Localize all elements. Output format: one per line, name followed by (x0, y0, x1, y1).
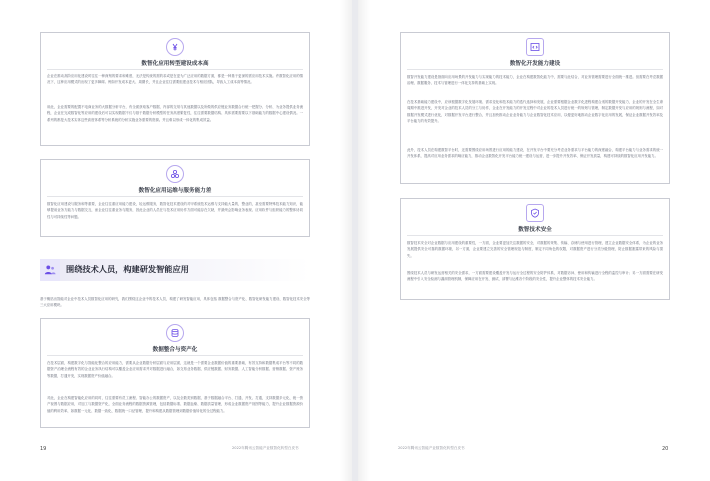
card-dev-capability (400, 32, 670, 184)
divider (407, 69, 663, 70)
database-icon (166, 324, 184, 342)
intro-paragraph: 基于概括出智能对企业中技术人员数智化应用的研究，我们围绕这企业中的技术人员，构建了研发智能应用，具体包括 数据整合与资产化、数智化研发能力建设、数智化技术安全等三大应用模块。 (40, 297, 310, 308)
paragraph: 此外，技术人员在构建数智平台时，还需要围绕应用场景进行应用的能力建设，在开发平台中要充分考虑业务需求与平台能力的深度融合，构建平台能力与业务需求的统一开发体系，提高对应用业务需求的响应能力，推动企业数智化开发平台能力统一建设与运营，进一步提升开发效率、保证开发质量，构建可持续的数智化应用开发能力。 (407, 148, 663, 159)
yen-coin-icon (166, 38, 184, 56)
card-title: 数智化开发能力建设 (509, 61, 561, 67)
paragraph: 在技术层面，构建数字化与智能化整合的应用能力，需要从企业数据分析层面与应用层面，这就是一个需要企业数据价值的重要基础，有效支持和数据集成平台等不同的数据资产治理全流程有效的企业业务执行结构可以覆盖企业应用需求并对数据进行融合，如交易业务数据、供应链数据、财务数据、人工智能分析数据、营销数据、资产账务等数据，打通开发，实现数据资产价值融合。 (47, 361, 303, 378)
paragraph: 围绕技术人员与研发运营相关的安全需求，一方面需要建设覆盖开发与运行全过程的安全防护体系，对数据访问、使用和传输进行全程的监控与审计；另一方面需要在研发流程中引入安全检测与漏洞管理机制，保障应用在开发、测试、部署与运维各个阶段的安全性，提升企业整体的技术安全能力。 (407, 271, 663, 282)
divider (47, 355, 303, 356)
code-window-icon (526, 38, 544, 56)
card-title: 数据整合与资产化 (152, 347, 198, 353)
paragraph: 数智开发能力建设是指面向应用场景的开发能力与实现能力的技术能力，企业在构建数智化能力中，需要与此结合，对业务管理需要进行全面统一推进。但需要在考虑数据治理、数据服务、技术与管理进行一体化支持的基础上实现。 (407, 75, 663, 86)
paragraph: 对此，企业在构建智能化应用的同时，往往需要有员工流程、智能办公的数据资产，以及全数类别数据，基于数据融合平台、打通，开发、打通，支持数据多元化、统一资产视图与数据应用，对加工与数据资产化，全面业务流程的数据资源管理，包括数据标准、数据血缘、数据质量管理，形成企业数据资产视图等能力，提升企业数据资源价值的利用效率，如数据一元化、数据一致化、数据统一口径管理，提升和构建从数据管理到数据价值转化的全过程能力。 (47, 396, 303, 413)
divider (47, 196, 303, 197)
card-title: 数智技术安全 (518, 227, 552, 233)
paragraph: 企业在推动高阶应用化建设时往往一种深刻的要求和难度，无法是传统的需的求或是在更为广泛应用的数据方面，都是一种基于更深的需应用技术实施。许数智化应用的情况下，这种应用模式的出现了更多障碍。例如开发成本更大、周期长，并且企业往往需要组建业技术与相应团队，导致人工成本高等情况。 (47, 74, 303, 85)
divider (47, 69, 303, 70)
shield-icon (526, 204, 544, 222)
card-tech-security (400, 198, 670, 300)
paragraph: 数智技术安全对企业数据与应用建设的重要性，一方面，企业要更加关注数据的安全，对数据的采集、传输、存储与使用进行管理，建立企业数据安全体系，为企业的业务发展提供安全可靠的数据环境，另一方面，企业要建立完善的安全管理规范与制度，制定不同角色的权限，对数据资产进行分类分级管理，防止数据泄露带来的风险与损失。 (407, 241, 663, 258)
card-high-cost (40, 32, 310, 146)
paragraph: 用此，企业需要的配置不电商业务的大数据分析平台，有全面获取客户数据、内部的交易与其他数据以及所做的供应链业务数据合行统一把握分、分析、为业务提供业务流程，企业在完成数智化等应用的建设后可以实现数据不仅与基于数据分析模型的任务高度繁复性，往往需要数据结构、具体需要需要以下基础能力的数据中心建设情况。一系列的都是大技术实体这些高度体系等分析系统的分析实施业务需要的资源。并且难以形成一体化的集成效益。 (47, 105, 303, 122)
footer-caption: 2022年腾讯云智能产业数智化转型白皮书 (398, 446, 465, 450)
card-title: 数智化应用运维与服务能力差 (138, 188, 212, 194)
footer-caption: 2022年腾讯云智能产业数智化转型白皮书 (232, 446, 299, 450)
card-data-assets (40, 318, 310, 428)
gutter-shadow (358, 0, 370, 481)
page-number: 20 (662, 446, 669, 452)
right-page (358, 0, 710, 481)
page-number: 19 (40, 446, 47, 452)
paragraph: 数智化应用建设与服务和等重要，企业往往重应用能力建设，轻运维服务，数智化技术建设的对甲系统技术运维与支持能大量的，整业的，甚至需要特殊技术能力知识，能够提前业务方能力与数据交互，而企业往往重业务与服务，因此企业的人员在与技术应用协作方面可能存在欠缺，并最终会影响业务表现、应用软件与组织能力的整体协同性与可持续性等问题。 (47, 202, 303, 219)
paragraph: 在技术基础能力建设中，应该根据数字化发展环境、需求变化和技术能力的迭代选择和发展，企业需要根据企业数字化进程构建合适的数据开发能力，企业的开发在全生命周期中推进开发，开发对企业的技术人员的分工与协作，企业在开发能力的开发过程中对企业的技术人员进行统一的规划与管理，制定数据开发与应用的规则与流程，如对数据开发模式进行优化，对数据开发平台进行整合，并且加快推动企业业务能力与企业数智化技术应用，以便更好地推动企业数字化应用的发展，保证企业数据开发效率及平台能力的有效提升。 (407, 100, 663, 123)
team-icon (40, 259, 60, 281)
card-ops-capability (40, 159, 310, 237)
section-title: 围绕技术人员，构建研发智能应用 (66, 264, 189, 274)
gutter-shadow (340, 0, 352, 481)
gear-cluster-icon (166, 165, 184, 183)
divider (407, 235, 663, 236)
section-banner (40, 259, 310, 281)
left-page (0, 0, 352, 481)
card-title: 数智化应用转型建设成本高 (141, 61, 209, 67)
